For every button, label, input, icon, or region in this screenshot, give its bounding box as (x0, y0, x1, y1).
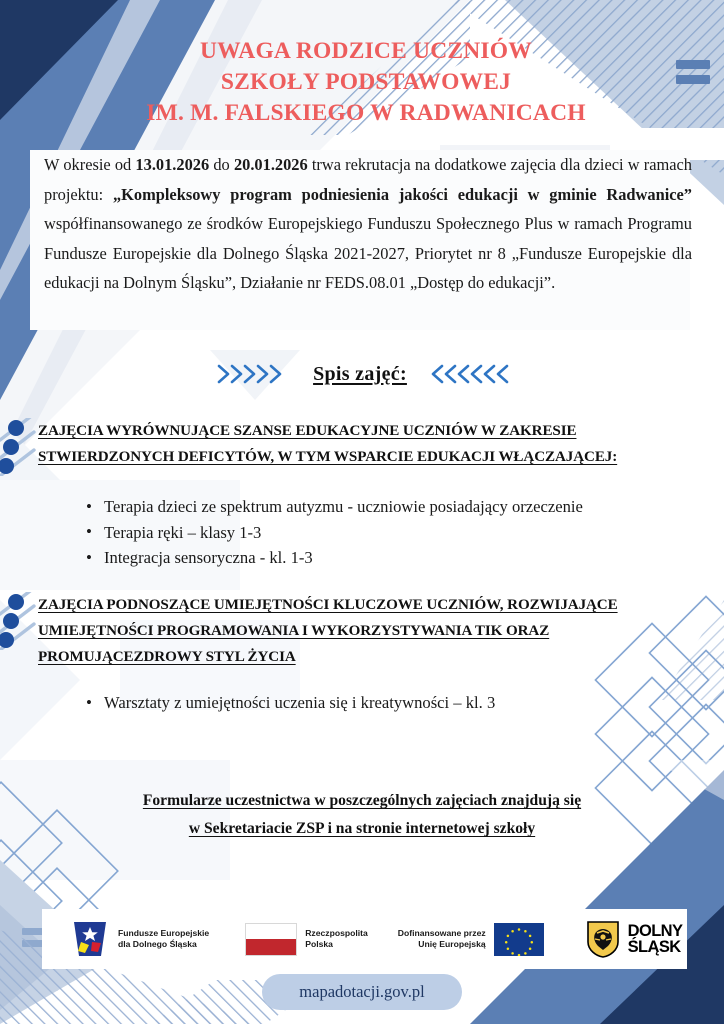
list-item: • Warsztaty z umiejętności uczenia się i kreatywności – kl. 3 (86, 690, 686, 716)
page-title (96, 36, 636, 129)
list-item: • Terapia ręki – klasy 1-3 (86, 520, 686, 546)
date-to: 20.01.2026 (233, 155, 308, 174)
project-name: „Kompleksowy program podniesienia jakości edukacji w gminie Radwanice” (112, 184, 692, 204)
chevrons-right-icon (215, 360, 291, 388)
dot-accent-icon-1 (0, 418, 40, 481)
list-item: • Integracja sensoryczna - kl. 1-3 (86, 545, 686, 571)
footer-note-line-2: w Sekretariacie ZSP i na stronie internetowej szkoły (188, 820, 536, 837)
poland-flag-icon (245, 923, 297, 956)
section-1-heading (38, 418, 698, 470)
chevrons-left-icon (429, 360, 509, 388)
footer-note-line-1: Formularze uczestnictwa w poszczególnych zajęciach znajdują się (142, 792, 582, 809)
intro-seg-4: współfinansowanego ze środków Europejskiego Funduszu Społecznego Plus w ramach Programu Fundusze Europejskie dla Dolnego Śląska 2021-2027, Priorytet nr 8 „Fundusze Europejskie dla edukacji na Dolnym Śląsku”, Działanie nr FEDS.08.01 „Dostęp do edukacji”. (44, 214, 692, 292)
date-from: 13.01.2026 (135, 155, 210, 174)
intro-seg-2: do (209, 155, 234, 174)
section-1-heading-line-2: STWIERDZONYCH DEFICYTÓW, W TYM WSPARCIE EDUKACJI WŁĄCZAJĄCEJ: (38, 449, 618, 465)
logo-dolny-slask (586, 920, 683, 958)
rzeczpospolita-label: Rzeczpospolita Polska (305, 927, 368, 949)
logo-fundusze-europejskie (70, 920, 209, 958)
fundusze-europejskie-icon (70, 920, 110, 958)
title-line-1: UWAGA RODZICE UCZNIÓW (200, 38, 532, 64)
mapadotacji-url-label: mapadotacji.gov.pl (299, 982, 425, 1001)
dolny-slask-crest-icon (586, 920, 620, 958)
logo-unia-europejska (398, 923, 544, 956)
footer-note (62, 787, 662, 843)
mapadotacji-url-pill[interactable] (262, 974, 462, 1010)
eu-flag-icon (494, 923, 544, 956)
section-2-heading-line-3: PROMUJĄCEZDROWY STYL ŻYCIA (38, 649, 296, 665)
section-1-list (86, 494, 686, 571)
dolny-slask-label: DOLNY ŚLĄSK (627, 922, 683, 956)
logo-rzeczpospolita-polska (245, 923, 368, 956)
title-line-3: IM. M. FALSKIEGO W RADWANICACH (146, 100, 586, 126)
funding-logo-bar (42, 909, 687, 969)
section-2-heading (38, 592, 698, 670)
intro-seg-3: trwa rekrutacja na dodatkowe zajęcia dla dzieci w ramach projektu: (44, 155, 692, 204)
intro-paragraph (44, 150, 692, 298)
section-1-heading-line-1: ZAJĘCIA WYRÓWNUJĄCE SZANSE EDUKACYJNE UCZNIÓW W ZAKRESIE (38, 423, 577, 439)
section-2-heading-line-1: ZAJĘCIA PODNOSZĄCE UMIEJĘTNOŚCI KLUCZOWE UCZNIÓW, ROZWIJAJĄCE (38, 597, 618, 613)
fundusze-europejskie-label: Fundusze Europejskie dla Dolnego Śląska (118, 927, 210, 949)
section-2-heading-line-2: UMIEJĘTNOŚCI PROGRAMOWANIA I WYKORZYSTYWANIA TIK ORAZ (38, 623, 550, 639)
title-line-2: SZKOŁY PODSTAWOWEJ (220, 69, 512, 95)
list-item: • Terapia dzieci ze spektrum autyzmu - uczniowie posiadający orzeczenie (86, 494, 686, 520)
spis-zajec-label: Spis zajęć: (313, 362, 407, 385)
intro-seg-1: W okresie od (44, 155, 136, 174)
section-2-list (86, 690, 686, 716)
unia-europejska-label: Dofinansowane przez Unię Europejską (397, 927, 486, 949)
dot-accent-icon-2 (0, 592, 40, 655)
spis-zajec-header (0, 360, 724, 388)
